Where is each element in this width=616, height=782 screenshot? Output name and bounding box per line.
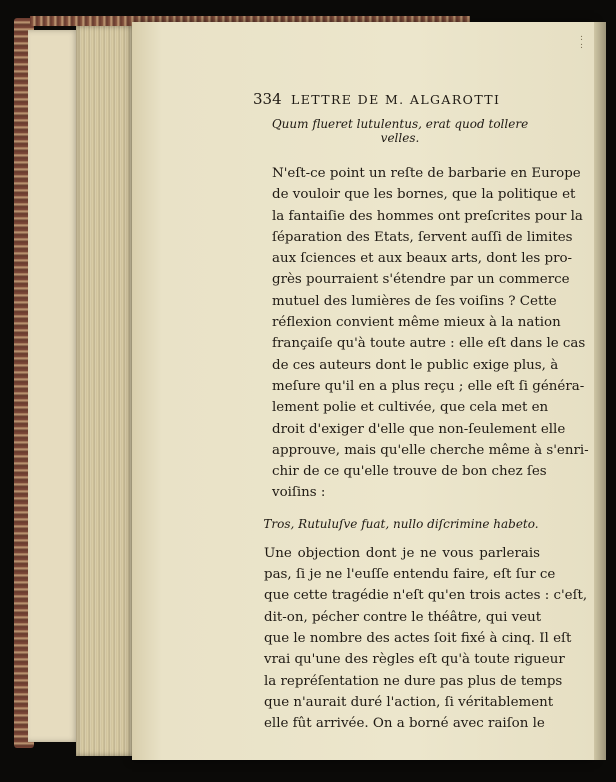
- text-line: de ces auteurs dont le public exige plus, à: [272, 357, 559, 373]
- text-line: elle fût arrivée. On a borné avec raiſon le: [264, 716, 545, 732]
- text-line: françaiſe qu'à toute autre : elle eſt dans le cas: [272, 336, 586, 352]
- text-line: grès pourraient s'étendre par un commerce: [272, 272, 570, 288]
- text-line: la fantaiſie des hommes ont preſcrites pour la: [272, 208, 583, 224]
- page-number: 334: [253, 90, 282, 108]
- text-line: voiſins :: [272, 485, 326, 501]
- running-title: LETTRE DE M. ALGAROTTI: [291, 92, 501, 107]
- text-line: que le nombre des actes ſoit fixé à cinq. Il eſt: [264, 630, 572, 646]
- text-line: réflexion convient même mieux à la nation: [272, 315, 561, 331]
- page-stack-edges: [76, 26, 136, 756]
- text-line: N'eſt-ce point un reſte de barbarie en Europe: [272, 166, 581, 181]
- epigraph-quote-2: Tros, Rutuluſve fuat, nullo diſcrimine habeto.: [263, 516, 539, 531]
- text-line: la repréſentation ne dure pas plus de temps: [264, 673, 563, 689]
- text-line: ſéparation des Etats, ſervent auſſi de limites: [272, 229, 573, 245]
- text-line: que cette tragédie n'eſt qu'en trois actes : c'eſt,: [264, 588, 588, 604]
- text-line: lement polie et cultivée, que cela met en: [272, 400, 549, 416]
- text-line: approuve, mais qu'elle cherche même à s'enri-: [272, 442, 589, 458]
- text-line: aux ſciences et aux beaux arts, dont les pro-: [272, 251, 573, 267]
- page-text: [250, 90, 589, 734]
- text-line: de vouloir que les bornes, que la politique et: [272, 187, 576, 203]
- gutter-marks: : :: [580, 33, 584, 51]
- text-line: mutuel des lumières de ſes voiſins ? Cette: [272, 293, 557, 309]
- text-line: Une objection dont je ne vous parlerais: [264, 545, 540, 561]
- paragraph-1: [250, 163, 589, 504]
- running-head: [253, 90, 540, 108]
- text-line: pas, ſi je ne l'euſſe entendu faire, eſt ſur ce: [264, 567, 556, 583]
- paragraph-2: [250, 543, 588, 735]
- text-line: chir de ce qu'elle trouve de bon chez ſes: [272, 464, 547, 480]
- flyleaf: [28, 30, 78, 742]
- epigraph-quote-1: Quum flueret lutulentus, erat quod tollere velles.: [271, 117, 529, 145]
- text-line: que n'aurait duré l'action, ſi véritablement: [264, 694, 554, 710]
- text-line: meſure qu'il en a plus reçu ; elle eſt ſi généra-: [272, 378, 585, 394]
- facing-page-edge: [594, 22, 606, 760]
- text-line: droit d'exiger d'elle que non-ſeulement elle: [272, 421, 566, 437]
- text-line: dit-on, pécher contre le théâtre, qui veut: [264, 609, 542, 625]
- text-line: vrai qu'une des règles eſt qu'à toute rigueur: [264, 652, 565, 668]
